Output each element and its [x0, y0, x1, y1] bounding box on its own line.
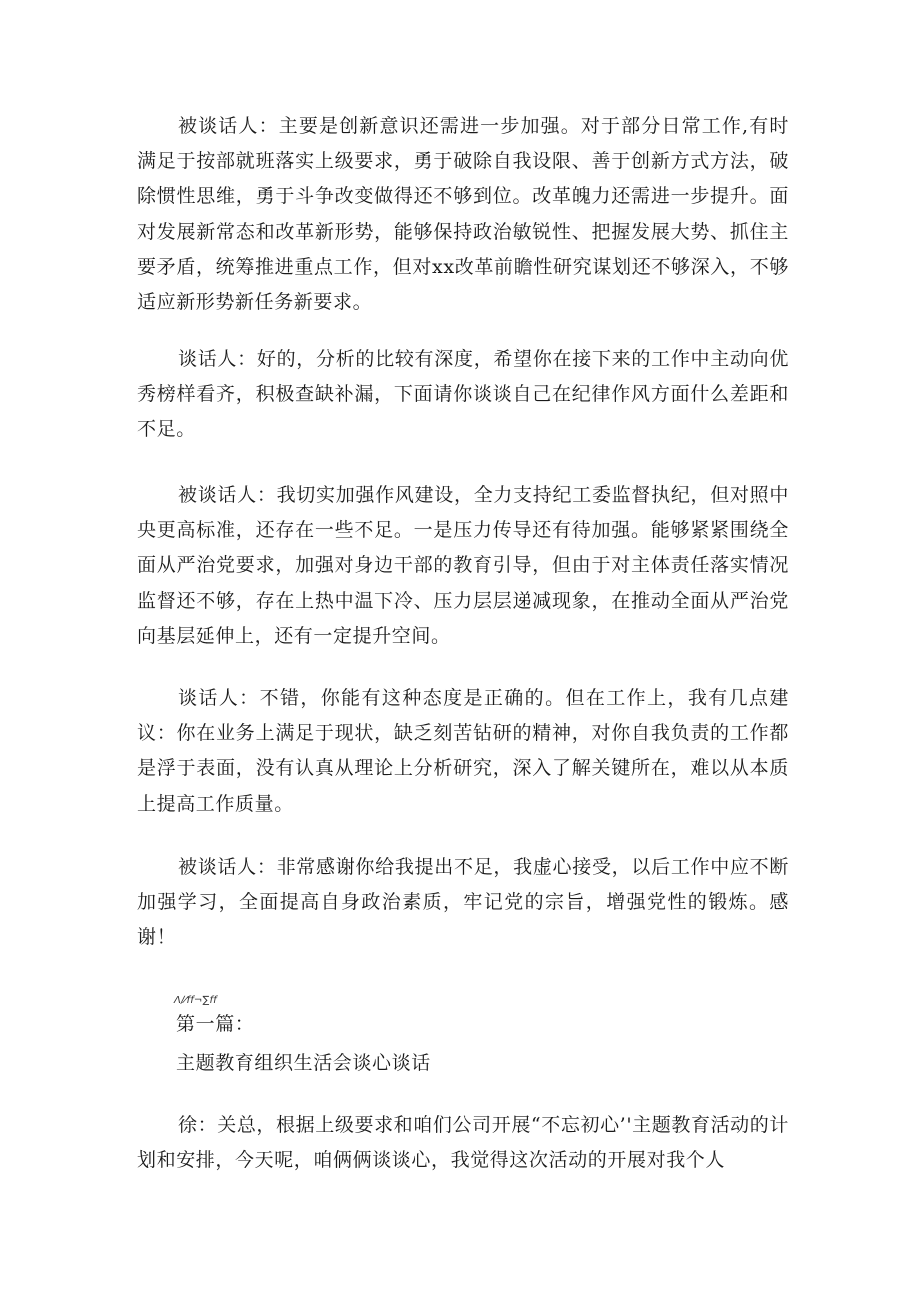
section-label: 第一篇：: [176, 1013, 255, 1035]
paragraph-interviewee-innovation: 被谈话人：主要是创新意识还需进一步加强。对于部分日常工作,有时满足于按部就班落实上级要求，勇于破除自我设限、善于创新方式方法，破除惯性思维，勇于斗争改变做得还不够到位。改革魄力还需进一步提升。面对发展新常态和改革新形势，能够保持政治敏锐性、把握发展大势、抓住主要矛盾，统筹推进重点工作，但对xx改革前瞻性研究谋划还不够深入，不够适应新形势新任务新要求。: [137, 115, 789, 314]
paragraph-interviewee-thanks: 被谈话人：非常感谢你给我提出不足，我虚心接受，以后工作中应不断加强学习，全面提高自身政治素质，牢记党的宗旨，增强党性的锻炼。感谢！: [137, 856, 789, 949]
paragraph-interviewer-feedback: 谈话人：好的，分析的比较有深度，希望你在接下来的工作中主动向优秀榜样看齐，积极查缺补漏，下面请你谈谈自己在纪律作风方面什么差距和不足。: [137, 348, 789, 441]
section-mark: Λ∕⁄ff¬∑ff: [174, 995, 217, 1006]
section-title: 主题教育组织生活会谈心谈话: [176, 1052, 431, 1074]
paragraph-interviewer-suggestions: 谈话人：不错，你能有这种态度是正确的。但在工作上，我有几点建议：你在业务上满足于现状，缺乏刻苦钻研的精神，对你自我负责的工作都是浮于表面，没有认真从理论上分析研究，深入了解关键所在，难以从本质上提高工作质量。: [137, 687, 789, 815]
paragraph-xu-opening: 徐：关总，根据上级要求和咱们公司开展“不忘初心’'主题教育活动的计划和安排，今天呢，咱俩俩谈谈心，我觉得这次活动的开展对我个人: [137, 1114, 789, 1172]
paragraph-interviewee-discipline: 被谈话人：我切实加强作风建设，全力支持纪工委监督执纪，但对照中央更高标准，还存在一些不足。一是压力传导还有待加强。能够紧紧围绕全面从严治党要求，加强对身边干部的教育引导，但由于对主体责任落实情况监督还不够，存在上热中温下冷、压力层层递减现象，在推动全面从严治党向基层延伸上，还有一定提升空间。: [137, 484, 789, 647]
